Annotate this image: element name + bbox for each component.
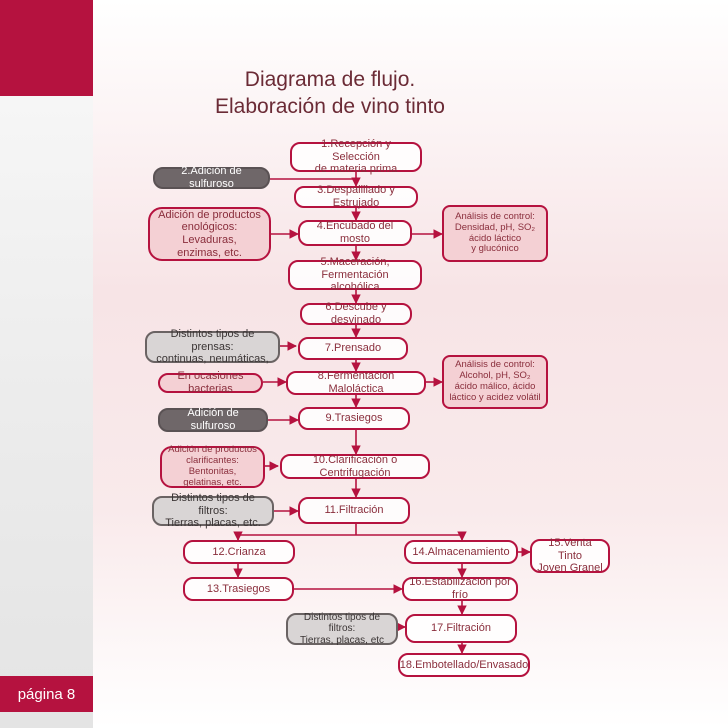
step-fermentacion-malolactica: 8.Fermentación Maloláctica bbox=[286, 371, 426, 395]
step-recepcion: 1.Recepción y Selección de materia prima bbox=[290, 142, 422, 172]
input-tipos-filtros: Distintos tipos de filtros: Tierras, placas, etc. bbox=[152, 496, 274, 526]
page-number: página 8 bbox=[0, 676, 93, 712]
input-tipos-prensas: Distintos tipos de prensas: continuas, neumáticas, bbox=[145, 331, 280, 363]
step-encubado: 4.Encubado del mosto bbox=[298, 220, 412, 246]
control-analisis-2: Análisis de control: Alcohol, pH, SO₂ ácido málico, ácido láctico y acidez volátil bbox=[442, 355, 548, 409]
input-adicion-sulfuroso: Adición de sulfuroso bbox=[158, 408, 268, 432]
input-adicion-sulfuroso-2: 2.Adición de sulfuroso bbox=[153, 167, 270, 189]
step-trasiegos: 9.Trasiegos bbox=[298, 407, 410, 430]
input-tipos-filtros-2: Distintos tipos de filtros: Tierras, placas, etc bbox=[286, 613, 398, 645]
control-analisis-1: Análisis de control: Densidad, pH, SO₂ ácido láctico y glucónico bbox=[442, 205, 548, 262]
step-prensado: 7.Prensado bbox=[298, 337, 408, 360]
step-venta-tinto: 15.Venta Tinto Joven Granel bbox=[530, 539, 610, 573]
input-bacterias: En ocasiones bacterias bbox=[158, 373, 263, 393]
step-descube: 6.Descube y desvinado bbox=[300, 303, 412, 325]
step-trasiegos-13: 13.Trasiegos bbox=[183, 577, 294, 601]
input-productos-enologicos: Adición de productos enológicos: Levaduras, enzimas, etc. bbox=[148, 207, 271, 261]
step-estabilizacion: 16.Estabilización por frío bbox=[402, 577, 518, 601]
step-clarificacion: 10.Clarificación o Centrifugación bbox=[280, 454, 430, 479]
step-filtracion: 11.Filtración bbox=[298, 497, 410, 524]
title-line-2: Elaboración de vino tinto bbox=[215, 95, 445, 118]
input-productos-clarificantes: Adición de productos clarificantes: Bentonitas, gelatinas, etc. bbox=[160, 446, 265, 488]
step-almacenamiento: 14.Almacenamiento bbox=[404, 540, 518, 564]
step-filtracion-17: 17.Filtración bbox=[405, 614, 517, 643]
title-line-1: Diagrama de flujo. bbox=[244, 68, 416, 91]
step-crianza: 12.Crianza bbox=[183, 540, 295, 564]
step-maceracion: 5.Maceración, Fermentación alcohólica bbox=[288, 260, 422, 290]
step-despalillado: 3.Despalillado y Estrujado bbox=[294, 186, 418, 208]
step-embotellado: 18.Embotellado/Envasado bbox=[398, 653, 530, 677]
